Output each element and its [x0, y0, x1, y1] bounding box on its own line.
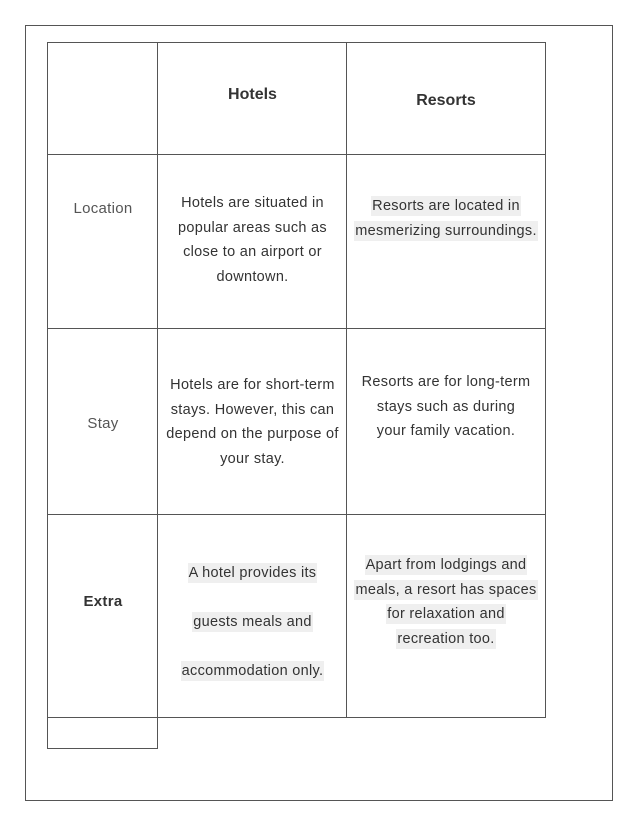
header-hotels-text: Hotels — [228, 86, 277, 103]
cell-text: Resorts are for long-term stays such as during your family vacation. — [361, 374, 531, 439]
row-label-text: Stay — [87, 414, 119, 432]
row-label-location — [47, 154, 158, 329]
cell-hotels-location — [157, 154, 347, 329]
cell-text: Hotels are situated in popular areas such as close to an airport or downtown. — [178, 195, 327, 285]
corner-cell — [47, 42, 158, 155]
header-resorts — [346, 42, 546, 155]
cell-resorts-extra — [346, 514, 546, 718]
cell-text-highlighted: A hotel provides its guests meals and accommodation only. — [181, 565, 324, 679]
cell-hotels-extra — [157, 514, 347, 718]
cell-resorts-stay — [346, 328, 546, 515]
cell-text-highlighted: Apart from lodgings and meals, a resort has spaces for relaxation and recreation too. — [355, 557, 537, 647]
header-resorts-text: Resorts — [416, 92, 476, 109]
header-hotels — [157, 42, 347, 155]
cell-resorts-location — [346, 154, 546, 329]
row-label-text: Extra — [83, 592, 123, 610]
row-label-stay — [47, 328, 158, 515]
cell-text-highlighted: Resorts are located in mesmerizing surroundings. — [355, 198, 537, 239]
empty-trailing-cell — [47, 717, 158, 749]
row-label-text: Location — [73, 200, 133, 217]
cell-hotels-stay — [157, 328, 347, 515]
row-label-extra — [47, 514, 158, 718]
cell-text: Hotels are for short-term stays. However, this can depend on the purpose of your stay. — [166, 377, 339, 467]
